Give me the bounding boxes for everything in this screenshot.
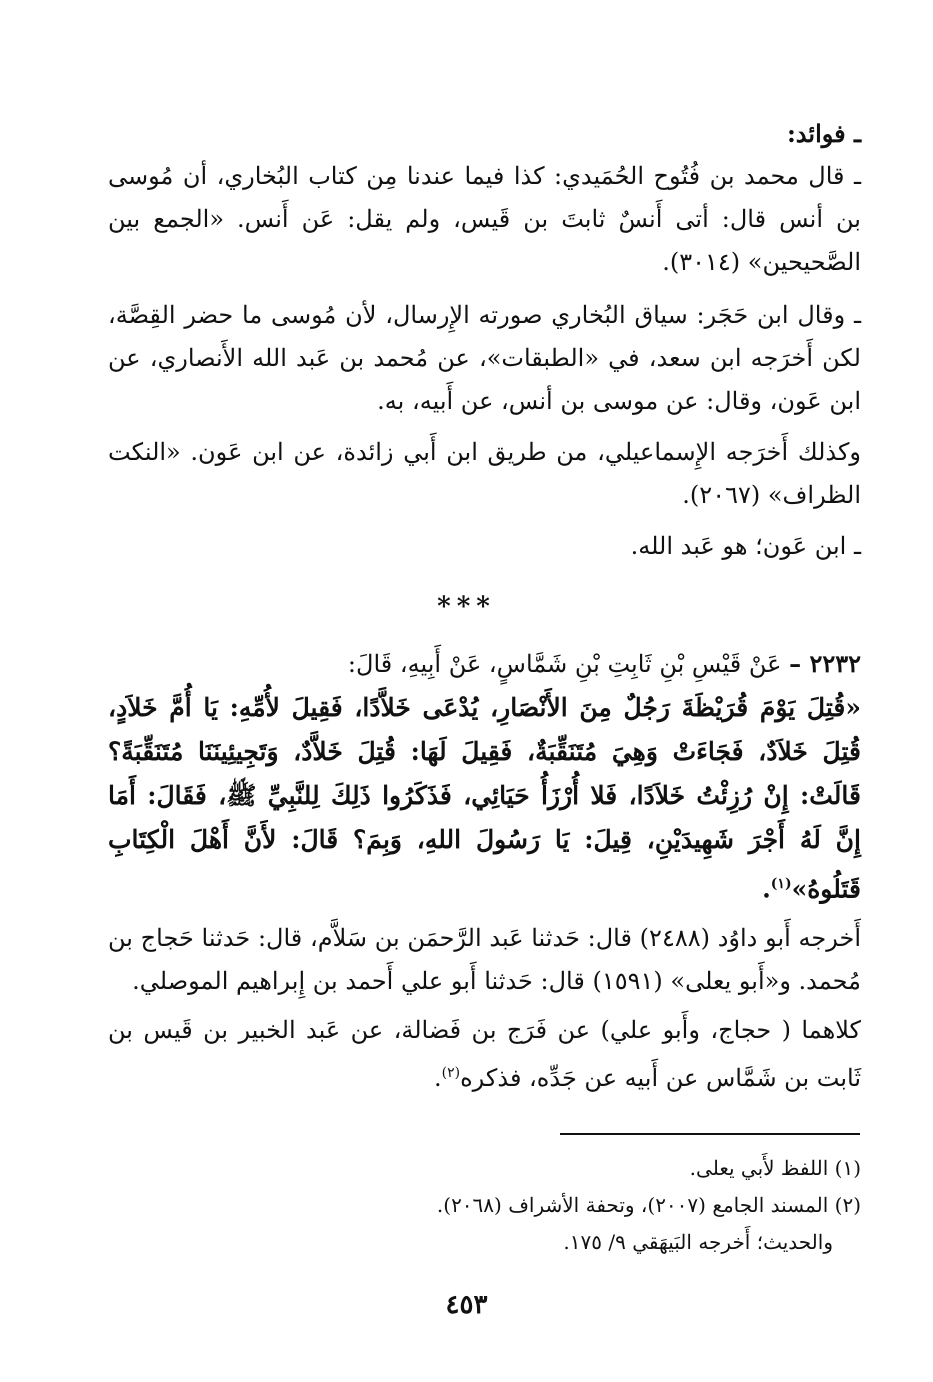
benefits-section bbox=[108, 112, 861, 568]
hadith-isnad: عَنْ قَيْسِ بْنِ ثَابِتِ بْنِ شَمَّاسٍ، عَنْ أَبِيهِ، قَالَ: bbox=[347, 650, 782, 678]
footnote-divider bbox=[560, 1133, 860, 1135]
hadith-section bbox=[108, 642, 861, 1100]
takhrij-paragraph-2 bbox=[108, 1009, 861, 1100]
footnote-marker-1: (١) bbox=[770, 876, 792, 892]
hadith-text-block bbox=[108, 686, 861, 911]
hadith-heading bbox=[108, 642, 861, 686]
benefits-paragraph-3: وكذلك أَخرَجه الإِسماعيلي، من طريق ابن أَبي زائدة، عن ابن عَون. «النكت الظراف» (٢٠٦٧). bbox=[108, 438, 861, 509]
footnote-marker-2: (٢) bbox=[441, 1065, 461, 1082]
takhrij-paragraph-2-text: كلاهما ( حجاج، وأَبو علي) عن فَرَج بن فَضالة، عن عَبد الخبير بن قَيس بن ثَابت بن شَمَّاس عن أَبيه عن جَدِّه، فذكره bbox=[108, 1016, 861, 1093]
section-separator: *** bbox=[437, 592, 496, 622]
footnotes bbox=[108, 1150, 861, 1261]
hadith-number: ٢٢٣٢ – bbox=[789, 649, 861, 678]
page-number: ٤٥٣ bbox=[445, 1290, 488, 1320]
benefits-paragraph-2: ـ وقال ابن حَجَر: سياق البُخاري صورته الإِرسال، لأن مُوسى ما حضر القِصَّة، لكن أَخرَجه ابن سعد، في «الطبقات»، عن مُحمد بن عَبد الله الأَنصاري، عن ابن عَون، وقال: عن موسى بن أنس، عن أَبيه، به. bbox=[108, 301, 861, 415]
footnote-1: (١) اللفظ لأَبي يعلى. bbox=[689, 1156, 861, 1180]
benefits-heading: ـ فوائد: bbox=[786, 119, 861, 148]
takhrij-end: . bbox=[434, 1064, 442, 1093]
benefits-paragraph-1: ـ قال محمد بن فُتُوح الحُمَيدي: كذا فيما عندنا مِن كتاب البُخاري، أن مُوسى بن أنس قال: أتى أَنسٌ ثابتَ بن قَيس، ولم يقل: عَن أَنس. «الجمع بين الصَّحيحين» (٣٠١٤). bbox=[108, 162, 861, 276]
takhrij-paragraph-1: أَخرجه أَبو داوُد (٢٤٨٨) قال: حَدثنا عَبد الرَّحمَن بن سَلاَّم، قال: حَدثنا حَجاج بن مُحمد. و«أَبو يعلى» (١٥٩١) قال: حَدثنا أَبو علي أَحمد بن إِبراهيم الموصلي. bbox=[108, 924, 861, 996]
footnote-2: (٢) المسند الجامع (٢٠٠٧)، وتحفة الأشراف (٢٠٦٨). bbox=[436, 1193, 861, 1217]
benefits-paragraph-4: ـ ابن عَون؛ هو عَبد الله. bbox=[630, 532, 861, 560]
hadith-text: «قُتِلَ يَوْمَ قُرَيْظَةَ رَجُلٌ مِنَ الأَنْصَارِ، يُدْعَى خَلاَّدًا، فَقِيلَ لأُمِّهِ: يَا أُمَّ خَلاَدٍ، قُتِلَ خَلاَدٌ، فَجَاءَتْ وَهِيَ مُتَنَقِّبَةٌ، فَقِيلَ لَهَا: قُتِلَ خَلاَّدٌ، وَتَجِيئِينَنَا مُتَنَقِّبَةً؟ قَالَتْ: إِنْ رُزِئْتُ خَلاَدًا، فَلا أُرْزَأُ حَيَائِي، فَذَكَرُوا ذَلِكَ لِلنَّبِيِّ ﷺ، فَقَالَ: أَمَا إِنَّ لَهُ أَجْرَ شَهِيدَيْنِ، قِيلَ: يَا رَسُولَ اللهِ، وَبِمَ؟ قَالَ: لأَنَّ أَهْلَ الْكِتَابِ قَتَلُوهُ» bbox=[108, 693, 861, 904]
hadith-end: . bbox=[762, 874, 771, 904]
footnote-2-continuation: والحديث؛ أَخرجه البَيهَقي ٩/ ١٧٥. bbox=[563, 1230, 833, 1254]
